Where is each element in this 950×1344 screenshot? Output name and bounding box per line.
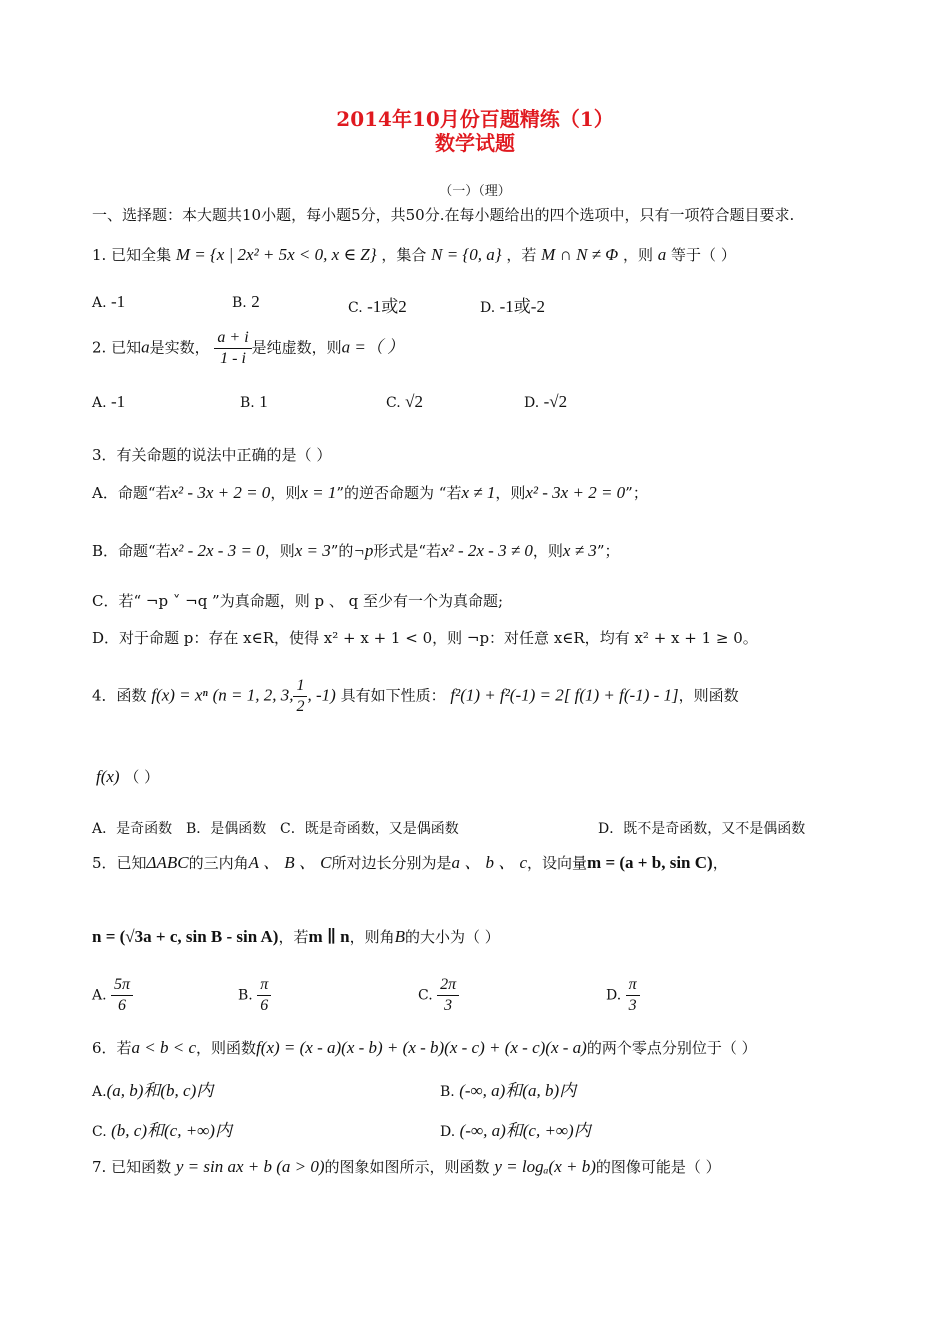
q5-continuation: n = (√3a + c, sin B - sin A)，若m ∥ n，则角B的大小为（ ） (92, 927, 500, 946)
q6-option-b: B. (-∞, a)和(a, b)内 (440, 1081, 577, 1100)
q3-option-c: C．若“ ¬p ˅ ¬q ”为真命题，则 p 、 q 至少有一个为真命题; (92, 592, 504, 610)
q2-option-b: B. 1 (240, 392, 268, 411)
q4-function: f(x) = xⁿ (151, 685, 208, 705)
q3-option-b: B．命题“若x² - 2x - 3 = 0，则x = 3”的¬p形式是“若x² - 2x - 3 ≠ 0，则x ≠ 3”； (92, 541, 620, 560)
q2-stem-d: a =（ ） (341, 337, 405, 357)
q6-option-c: C. (b, c)和(c, +∞)内 (92, 1121, 232, 1140)
q4-option-a: A．是奇函数 (92, 821, 173, 837)
q2-stem-a: 2. 已知 (92, 338, 142, 357)
section-label: （一）（理） (439, 184, 511, 199)
q4-option-b: B．是偶函数 (186, 821, 267, 837)
q1-option-d: D. -1或-2 (480, 297, 545, 316)
q4-continuation: f(x) （ ） (96, 767, 160, 786)
q2-stem-b: 是实数， (149, 338, 210, 357)
q2-option-d: D. -√2 (524, 392, 568, 411)
q5-option-b: B. $\frac{\pi}{6}$ (238, 975, 271, 1016)
question-2 (92, 328, 404, 369)
q5-option-a: A. $\frac{5\pi}{6}$ (92, 975, 133, 1016)
q2-option-c: C. √2 (386, 392, 423, 411)
q2-var: a (141, 337, 150, 357)
q1-option-b: B. 2 (232, 292, 260, 311)
q3-option-d: D．对于命题 p：存在 x∈R，使得 x² + x + 1 < 0，则 ¬p：对任意 x∈R，均有 x² + x + 1 ≥ 0。 (92, 629, 758, 647)
doc-title: 2014年10月份百题精练（1） (336, 107, 614, 131)
q1-option-a: A. -1 (92, 292, 126, 311)
q6-option-d: D. (-∞, a)和(c, +∞)内 (440, 1121, 591, 1140)
q1-option-c: C. -1或2 (348, 297, 407, 316)
q1-stem-a: 1. 已知全集 (92, 246, 172, 264)
section-intro: 一、选择题：本大题共10小题，每小题5分，共50分.在每小题给出的四个选项中，只有一项符合题目要求. (92, 206, 795, 224)
q1-condition: M ∩ N ≠ Φ (541, 245, 619, 264)
q6-option-a: A.(a, b)和(b, c)内 (92, 1081, 214, 1100)
question-3-stem: 3．有关命题的说法中正确的是（ ） (92, 446, 332, 464)
q1-set-n: N = {0, a} (431, 245, 502, 264)
q1-var: a (657, 245, 667, 264)
q5-option-d: D. $\frac{\pi}{3}$ (606, 975, 640, 1016)
q4-option-d: D．既不是奇函数，又不是偶函数 (598, 821, 806, 837)
q3-option-a: A．命题“若x² - 3x + 2 = 0，则x = 1”的逆否命题为 “若x ≠ 1，则x² - 3x + 2 = 0”； (92, 483, 648, 502)
question-1 (92, 244, 736, 265)
q1-stem-e: 等于（ ） (671, 246, 736, 264)
q4-property: f²(1) + f²(-1) = 2[ f(1) + f(-1) - 1] (450, 685, 679, 705)
question-7: 7. 已知函数 y = sin ax + b (a > 0)的图象如图所示，则函数 y = logₐ(x + b)的图像可能是（ ） (92, 1157, 721, 1176)
question-5: 5．已知ΔABC的三内角A 、 B 、 C所对边长分别为是a 、 b 、 c，设向量m = (a + b, sin C)， (92, 853, 728, 872)
q2-stem-c: 是纯虚数，则 (251, 338, 342, 357)
q5-option-c: C. $\frac{2\pi}{3}$ (418, 975, 459, 1016)
question-4: 4．函数 f(x) = xⁿ (n = 1, 2, 3, $\frac{1}{2}$ , -1) 具有如下性质： f²(1) + f²(-1) = 2[ f(1) + f(-1) - 1]，则函数 (92, 677, 739, 715)
question-6: 6．若a < b < c，则函数f(x) = (x - a)(x - b) + (x - b)(x - c) + (x - c)(x - a)的两个零点分别位于（ ） (92, 1038, 757, 1057)
q2-fraction: $\frac{a + i}{1 - i}$ (214, 328, 251, 369)
q1-stem-b: ，集合 (381, 246, 427, 264)
doc-subtitle: 数学试题 (435, 131, 515, 155)
q4-option-c: C．既是奇函数，又是偶函数 (280, 821, 459, 837)
q1-set-m: M = {x | 2x² + 5x < 0, x ∈ Z} (175, 245, 377, 264)
q2-option-a: A. -1 (92, 392, 126, 411)
q1-stem-d: ，则 (622, 246, 653, 264)
q1-stem-c: ，若 (506, 246, 537, 264)
